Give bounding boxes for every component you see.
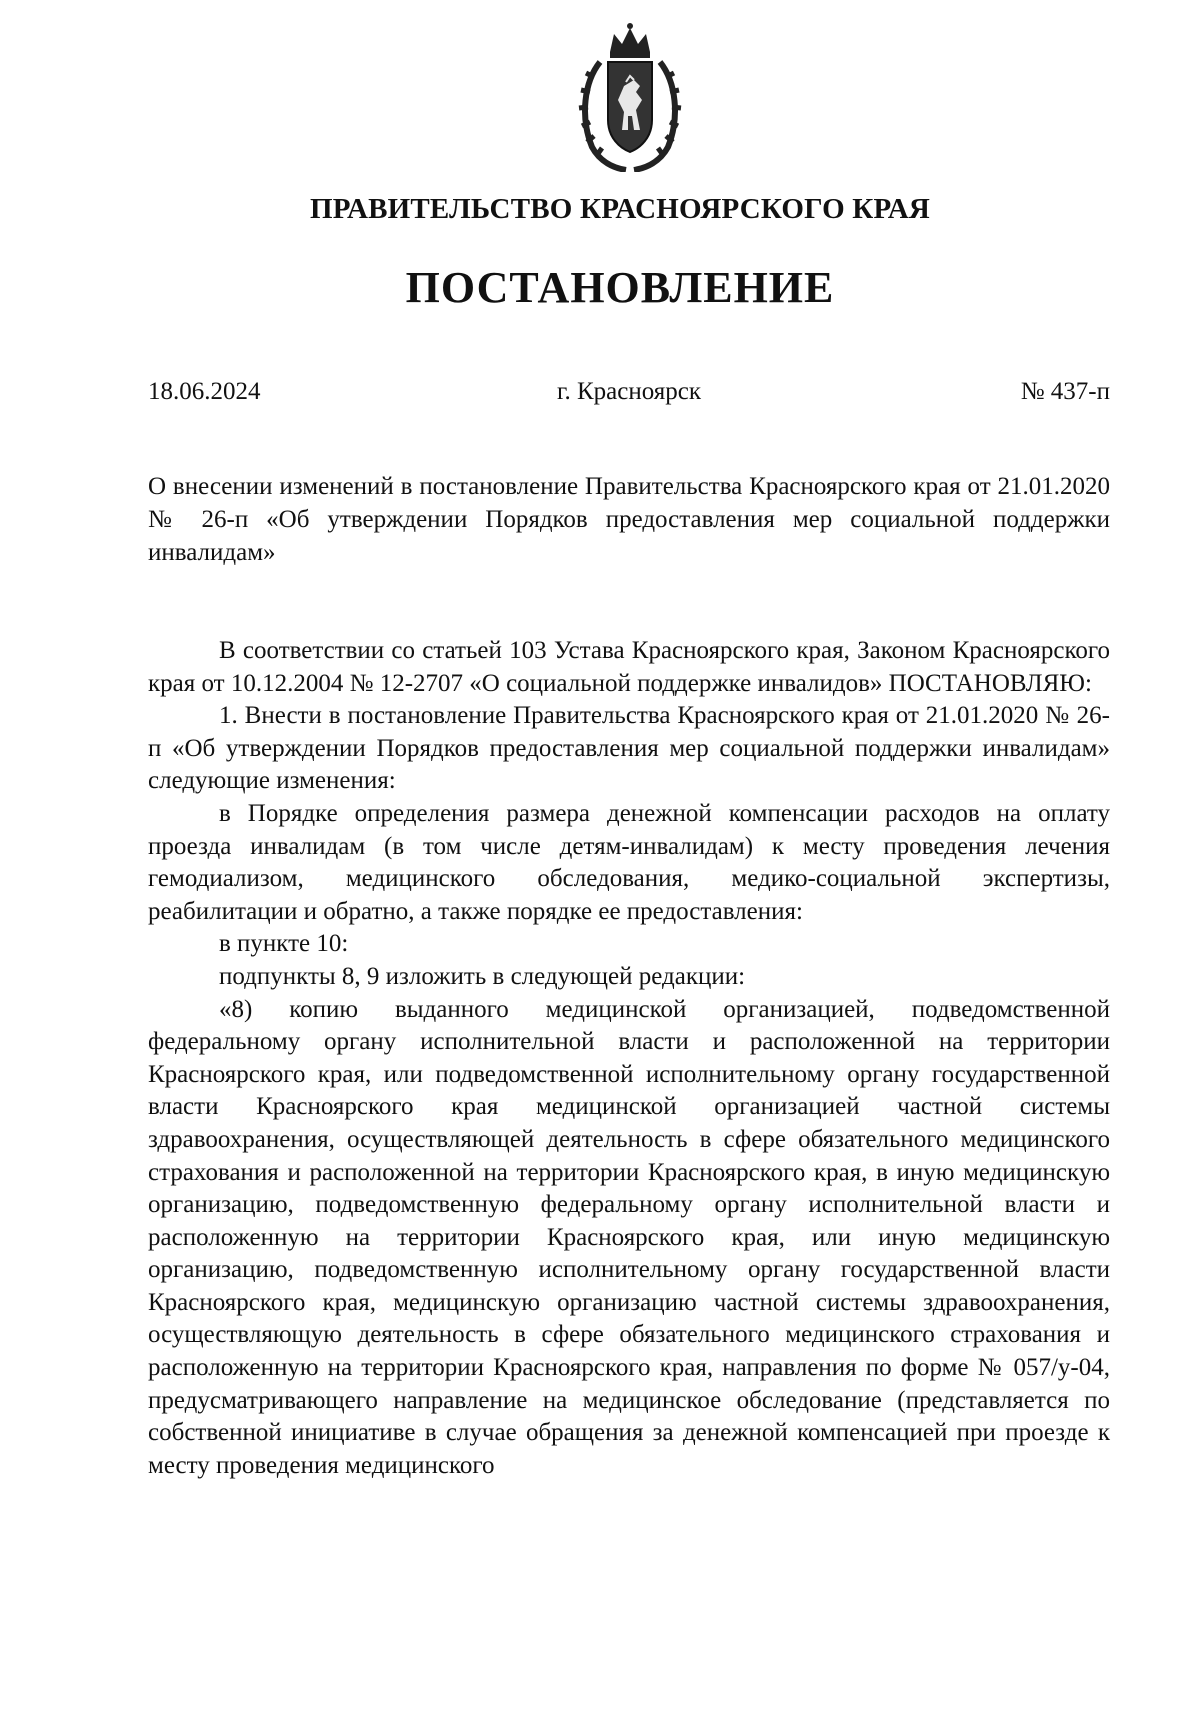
document-number: № 437-п <box>1020 378 1110 405</box>
body-paragraph: «8) копию выданного медицинской организацией, подведомственной федеральному органу исполнительной власти и расположенной на территории Красноярского края, или подведомственной исполнительному органу государственной власти Красноярского края медицинской организацией частной системы здравоохранения, осуществляющей деятельность в сфере обязательного медицинского страхования и расположенной на территории Красноярского края, в иную медицинскую организацию, подведомственную федеральному органу исполнительной власти и расположенную на территории Красноярского края, или иную медицинскую организацию, подведомственную исполнительному органу государственной власти Красноярского края, медицинскую организацию частной системы здравоохранения, осуществляющую деятельность в сфере обязательного медицинского страхования и расположенную на территории Красноярского края, направления по форме № 057/у-04, предусматривающего направление на медицинское обследование (представляется по собственной инициативе в случае обращения за денежной компенсацией при проезде к месту проведения медицинского <box>148 995 1110 1479</box>
document-type-title: ПОСТАНОВЛЕНИЕ <box>405 263 835 312</box>
body-paragraph: В соответствии со статьей 103 Устава Красноярского края, Законом Красноярского края от 10.12.2004 № 12-2707 «О социальной поддержке инвалидов» ПОСТАНОВЛЯЮ: <box>148 637 1110 697</box>
document-date: 18.06.2024 <box>148 378 261 405</box>
document-meta-row <box>148 378 1110 412</box>
body-paragraph: 1. Внести в постановление Правительства Красноярского края от 21.01.2020 № 26-п «Об утверждении Порядков предоставления мер социальной поддержки инвалидам» следующие изменения: <box>148 702 1110 795</box>
document-subject: О внесении изменений в постановление Правительства Красноярского края от 21.01.2020 № 26-п «Об утверждении Порядков предоставления мер социальной поддержки инвалидам» <box>148 473 1110 566</box>
body-paragraph: подпункты 8, 9 изложить в следующей редакции: <box>219 962 746 990</box>
government-title: ПРАВИТЕЛЬСТВО КРАСНОЯРСКОГО КРАЯ <box>309 193 931 225</box>
body-paragraph: в Порядке определения размера денежной компенсации расходов на оплату проезда инвалидам (в том числе детям-инвалидам) к месту проведения лечения гемодиализом, медицинского обследования, медико-социальной экспертизы, реабилитации и обратно, а также порядке ее предоставления: <box>148 799 1110 925</box>
body-paragraph: в пункте 10: <box>219 930 349 958</box>
document-city: г. Красноярск <box>557 378 701 405</box>
document-body <box>148 635 1110 1482</box>
coat-of-arms-icon <box>570 22 690 172</box>
